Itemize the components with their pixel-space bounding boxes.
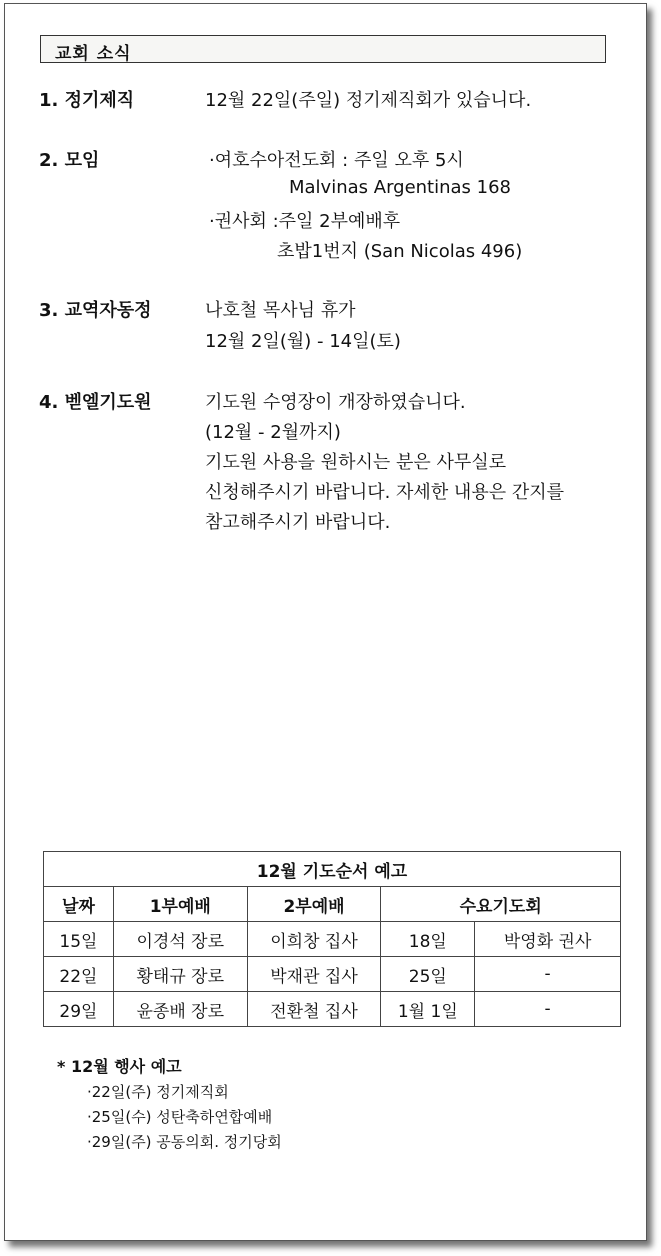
section-line: 12월 22일(주일) 정기제직회가 있습니다. (205, 90, 532, 111)
column-header: 수요기도회 (381, 887, 621, 922)
bulletin-page (4, 3, 647, 1241)
table-cell: 이경석 장로 (113, 922, 247, 957)
event-item: ·25일(수) 성탄축하연합예배 (87, 1108, 273, 1126)
table-row (44, 992, 621, 1027)
section-line: 초밥1번지 (San Nicolas 496) (277, 241, 523, 262)
table-title: 12월 기도순서 예고 (44, 852, 621, 887)
events-title: * 12월 행사 예고 (57, 1057, 182, 1076)
section-line: 12월 2일(월) - 14일(토) (205, 331, 401, 352)
column-header: 2부예배 (247, 887, 381, 922)
section-label: 1. 정기제직 (39, 90, 135, 111)
table-cell: 이희창 집사 (247, 922, 381, 957)
section-line: 참고해주시기 바랍니다. (205, 512, 391, 533)
table-cell: - (475, 957, 621, 992)
december-events (57, 1054, 282, 1152)
table-row (44, 922, 621, 957)
section-line: 기도원 수영장이 개장하였습니다. (205, 392, 466, 413)
table-cell: 박재관 집사 (247, 957, 381, 992)
table-cell: 22일 (44, 957, 114, 992)
section-line: Malvinas Argentinas 168 (289, 177, 512, 198)
prayer-schedule-table (43, 851, 621, 1027)
table-cell: 18일 (381, 922, 475, 957)
table-row (44, 957, 621, 992)
table-title-row (44, 852, 621, 887)
table-cell: 윤종배 장로 (113, 992, 247, 1027)
table-cell: 15일 (44, 922, 114, 957)
table-header-row (44, 887, 621, 922)
section-header (40, 35, 606, 63)
section-line: 신청해주시기 바랍니다. 자세한 내용은 간지를 (205, 482, 564, 503)
table-cell: 29일 (44, 992, 114, 1027)
column-header: 1부예배 (113, 887, 247, 922)
table-cell: 황태규 장로 (113, 957, 247, 992)
section-line: (12월 - 2월까지) (205, 422, 341, 443)
table-cell: 전환철 집사 (247, 992, 381, 1027)
section-label: 2. 모임 (39, 150, 100, 171)
section-line: ·권사회 :주일 2부예배후 (209, 211, 401, 232)
event-item: ·22일(주) 정기제직회 (87, 1083, 229, 1101)
section-line: 기도원 사용을 원하시는 분은 사무실로 (205, 452, 507, 473)
section-line: 나호철 목사님 휴가 (205, 300, 356, 321)
section-line: ·여호수아전도회 : 주일 오후 5시 (209, 150, 464, 171)
header-title: 교회 소식 (55, 44, 132, 64)
table-cell: - (475, 992, 621, 1027)
table-cell: 박영화 권사 (475, 922, 621, 957)
section-label: 4. 벧엘기도원 (39, 392, 152, 413)
table-cell: 1월 1일 (381, 992, 475, 1027)
table-cell: 25일 (381, 957, 475, 992)
section-label: 3. 교역자동정 (39, 300, 152, 321)
event-item: ·29일(주) 공동의회. 정기당회 (87, 1133, 282, 1151)
column-header: 날짜 (44, 887, 114, 922)
